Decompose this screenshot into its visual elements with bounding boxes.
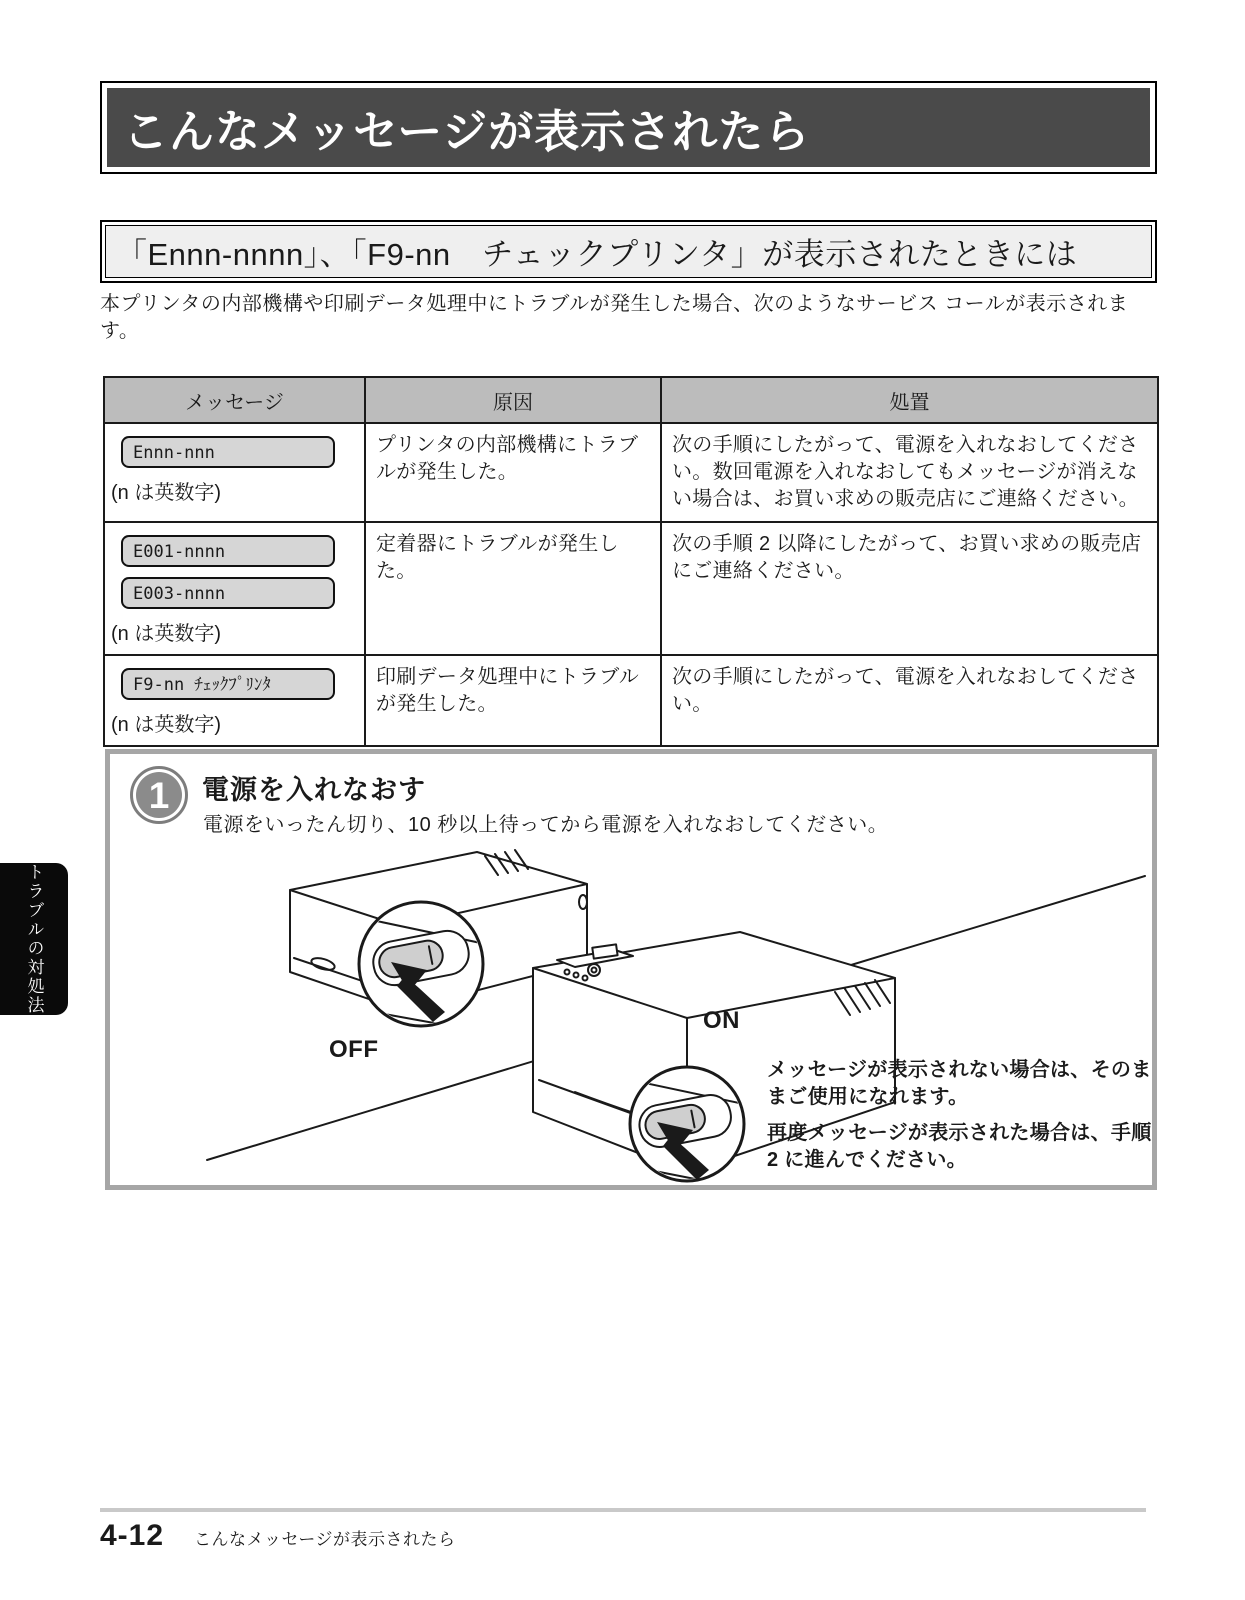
service-call-table [103, 376, 1159, 747]
table-row [104, 655, 1158, 746]
page-number: 4-12 [100, 1519, 165, 1552]
action-text: 次の手順 2 以降にしたがって、お買い求めの販売店にご連絡ください。 [661, 522, 1158, 655]
on-label: ON [703, 1007, 740, 1034]
table-header-row [104, 377, 1158, 423]
action-text: 次の手順にしたがって、電源を入れなおしてください。 [661, 655, 1158, 746]
step-number: 1 [148, 774, 170, 816]
step-number-disc [136, 772, 182, 818]
chapter-tab-label: トラブルの対処法 [24, 863, 44, 1015]
footer-title: こんなメッセージが表示されたら [194, 1530, 456, 1549]
lcd-display: E001-nnnn [121, 535, 335, 567]
table-row [104, 522, 1158, 655]
table-header-action: 処置 [661, 377, 1158, 423]
intro-paragraph: 本プリンタの内部機構や印刷データ処理中にトラブルが発生した場合、次のようなサービス コールが表示されます。 [100, 293, 1129, 342]
lcd-display: E003-nnnn [121, 577, 335, 609]
lcd-display: Ennn-nnn [121, 436, 335, 468]
chapter-tab [0, 863, 68, 1015]
table-row [104, 423, 1158, 522]
message-cell [104, 522, 365, 655]
footer [100, 1519, 456, 1553]
note-no-message: メッセージが表示されない場合は、そのままご使用になれます。 [767, 1059, 1152, 1108]
table-header-message: メッセージ [104, 377, 365, 423]
cause-text: プリンタの内部機構にトラブルが発生した。 [365, 423, 661, 522]
footer-rule [100, 1508, 1146, 1512]
lcd-note: (n は英数字) [111, 623, 221, 645]
cause-text: 印刷データ処理中にトラブルが発生した。 [365, 655, 661, 746]
section-title-box [100, 220, 1157, 283]
lcd-note: (n は英数字) [111, 714, 221, 736]
note-message-again: 再度メッセージが表示された場合は、手順 2 に進んでください。 [767, 1122, 1152, 1171]
lcd-display: F9-nn ﾁｪｯｸﾌﾟﾘﾝﾀ [121, 668, 335, 700]
action-text: 次の手順にしたがって、電源を入れなおしてください。数回電源を入れなおしてもメッセージが消えない場合は、お買い求めの販売店にご連絡ください。 [661, 423, 1158, 522]
page-banner [100, 81, 1157, 174]
step-description: 電源をいったん切り、10 秒以上待ってから電源を入れなおしてください。 [203, 814, 889, 836]
step-box [105, 749, 1157, 1190]
table-header-cause: 原因 [365, 377, 661, 423]
section-title-fill [105, 225, 1152, 278]
step-notes [767, 1057, 1165, 1174]
lcd-note: (n は英数字) [111, 482, 221, 504]
off-label: OFF [329, 1036, 379, 1063]
section-title: 「Ennn-nnnn」、「F9-nn チェックプリンタ」が表示されたときには [116, 237, 1078, 272]
message-cell [104, 655, 365, 746]
message-cell [104, 423, 365, 522]
step-title: 電源を入れなおす [202, 775, 426, 805]
cause-text: 定着器にトラブルが発生した。 [365, 522, 661, 655]
page-title: こんなメッセージが表示されたら [123, 106, 811, 157]
step-number-badge [130, 766, 188, 824]
page-banner-fill [107, 88, 1150, 167]
